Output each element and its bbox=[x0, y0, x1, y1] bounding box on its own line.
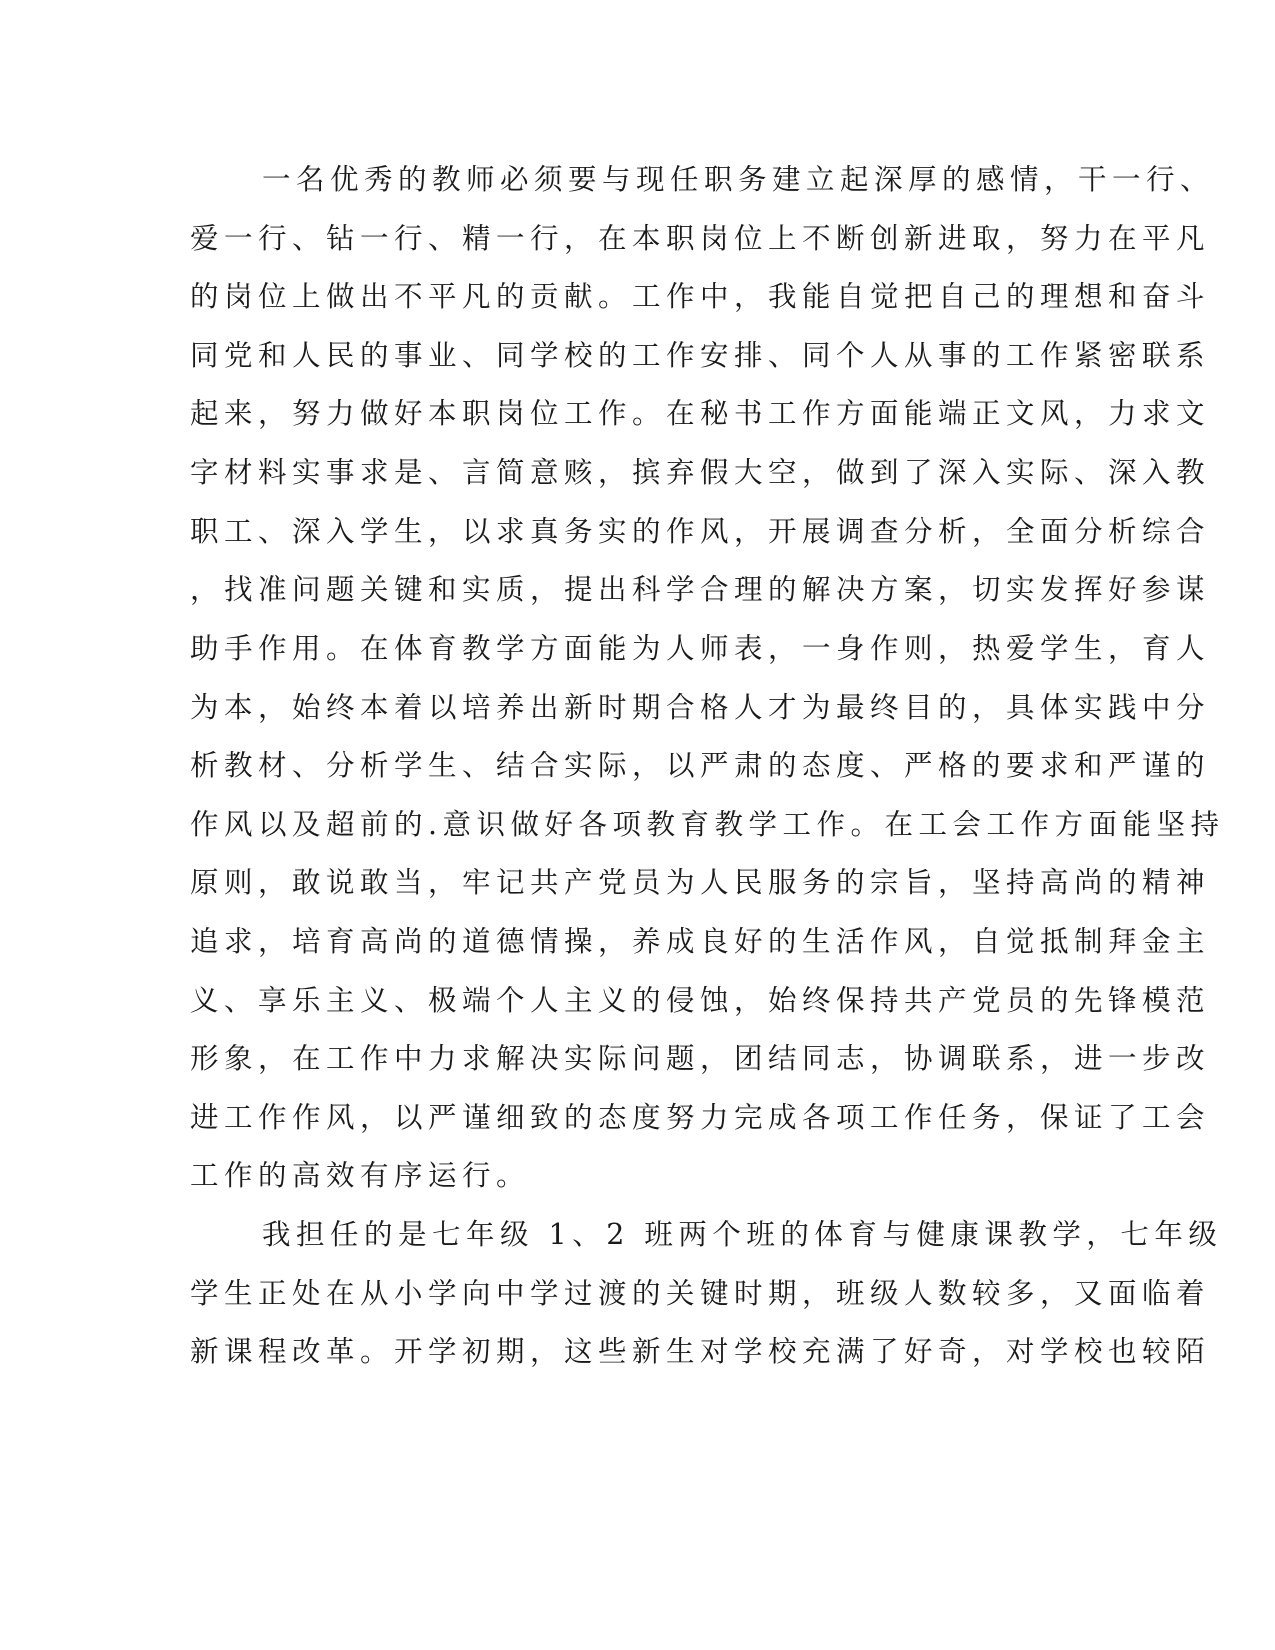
paragraph-line: 作风以及超前的.意识做好各项教育教学工作。在工会工作方面能坚持 bbox=[190, 808, 1225, 841]
paragraph-line: 进工作作风，以严谨细致的态度努力完成各项工作任务，保证了工会 bbox=[190, 1101, 1211, 1134]
paragraph-line: 义、享乐主义、极端个人主义的侵蚀，始终保持共产党员的先锋模范 bbox=[190, 984, 1211, 1017]
paragraph-line: 爱一行、钻一行、精一行，在本职岗位上不断创新进取，努力在平凡 bbox=[190, 222, 1211, 255]
paragraph-line: 我担任的是七年级 1、2 班两个班的体育与健康课教学，七年级 bbox=[262, 1218, 1223, 1251]
paragraph-line: 工作的高效有序运行。 bbox=[190, 1159, 531, 1192]
paragraph-line: 为本，始终本着以培养出新时期合格人才为最终目的，具体实践中分 bbox=[190, 691, 1211, 724]
paragraph-line: 同党和人民的事业、同学校的工作安排、同个人从事的工作紧密联系 bbox=[190, 339, 1211, 372]
paragraph-line: 职工、深入学生，以求真务实的作风，开展调查分析，全面分析综合 bbox=[190, 515, 1211, 548]
paragraph-line: 原则，敢说敢当，牢记共产党员为人民服务的宗旨，坚持高尚的精神 bbox=[190, 866, 1211, 899]
paragraph-line: 学生正处在从小学向中学过渡的关键时期，班级人数较多，又面临着 bbox=[190, 1277, 1211, 1310]
paragraph-line: ，找准问题关键和实质，提出科学合理的解决方案，切实发挥好参谋 bbox=[190, 573, 1211, 606]
paragraph-line: 新课程改革。开学初期，这些新生对学校充满了好奇，对学校也较陌 bbox=[190, 1335, 1211, 1368]
paragraph-line: 的岗位上做出不平凡的贡献。工作中，我能自觉把自己的理想和奋斗 bbox=[190, 280, 1211, 313]
paragraph-line: 析教材、分析学生、结合实际，以严肃的态度、严格的要求和严谨的 bbox=[190, 749, 1211, 782]
paragraph-line: 字材料实事求是、言简意赅，摈弃假大空，做到了深入实际、深入教 bbox=[190, 456, 1211, 489]
paragraph-line: 追求，培育高尚的道德情操，养成良好的生活作风，自觉抵制拜金主 bbox=[190, 925, 1211, 958]
paragraph-line: 一名优秀的教师必须要与现任职务建立起深厚的感情，干一行、 bbox=[262, 163, 1215, 196]
paragraph-line: 起来，努力做好本职岗位工作。在秘书工作方面能端正文风，力求文 bbox=[190, 397, 1211, 430]
paragraph-line: 助手作用。在体育教学方面能为人师表，一身作则，热爱学生，育人 bbox=[190, 632, 1211, 665]
paragraph-line: 形象，在工作中力求解决实际问题，团结同志，协调联系，进一步改 bbox=[190, 1042, 1211, 1075]
